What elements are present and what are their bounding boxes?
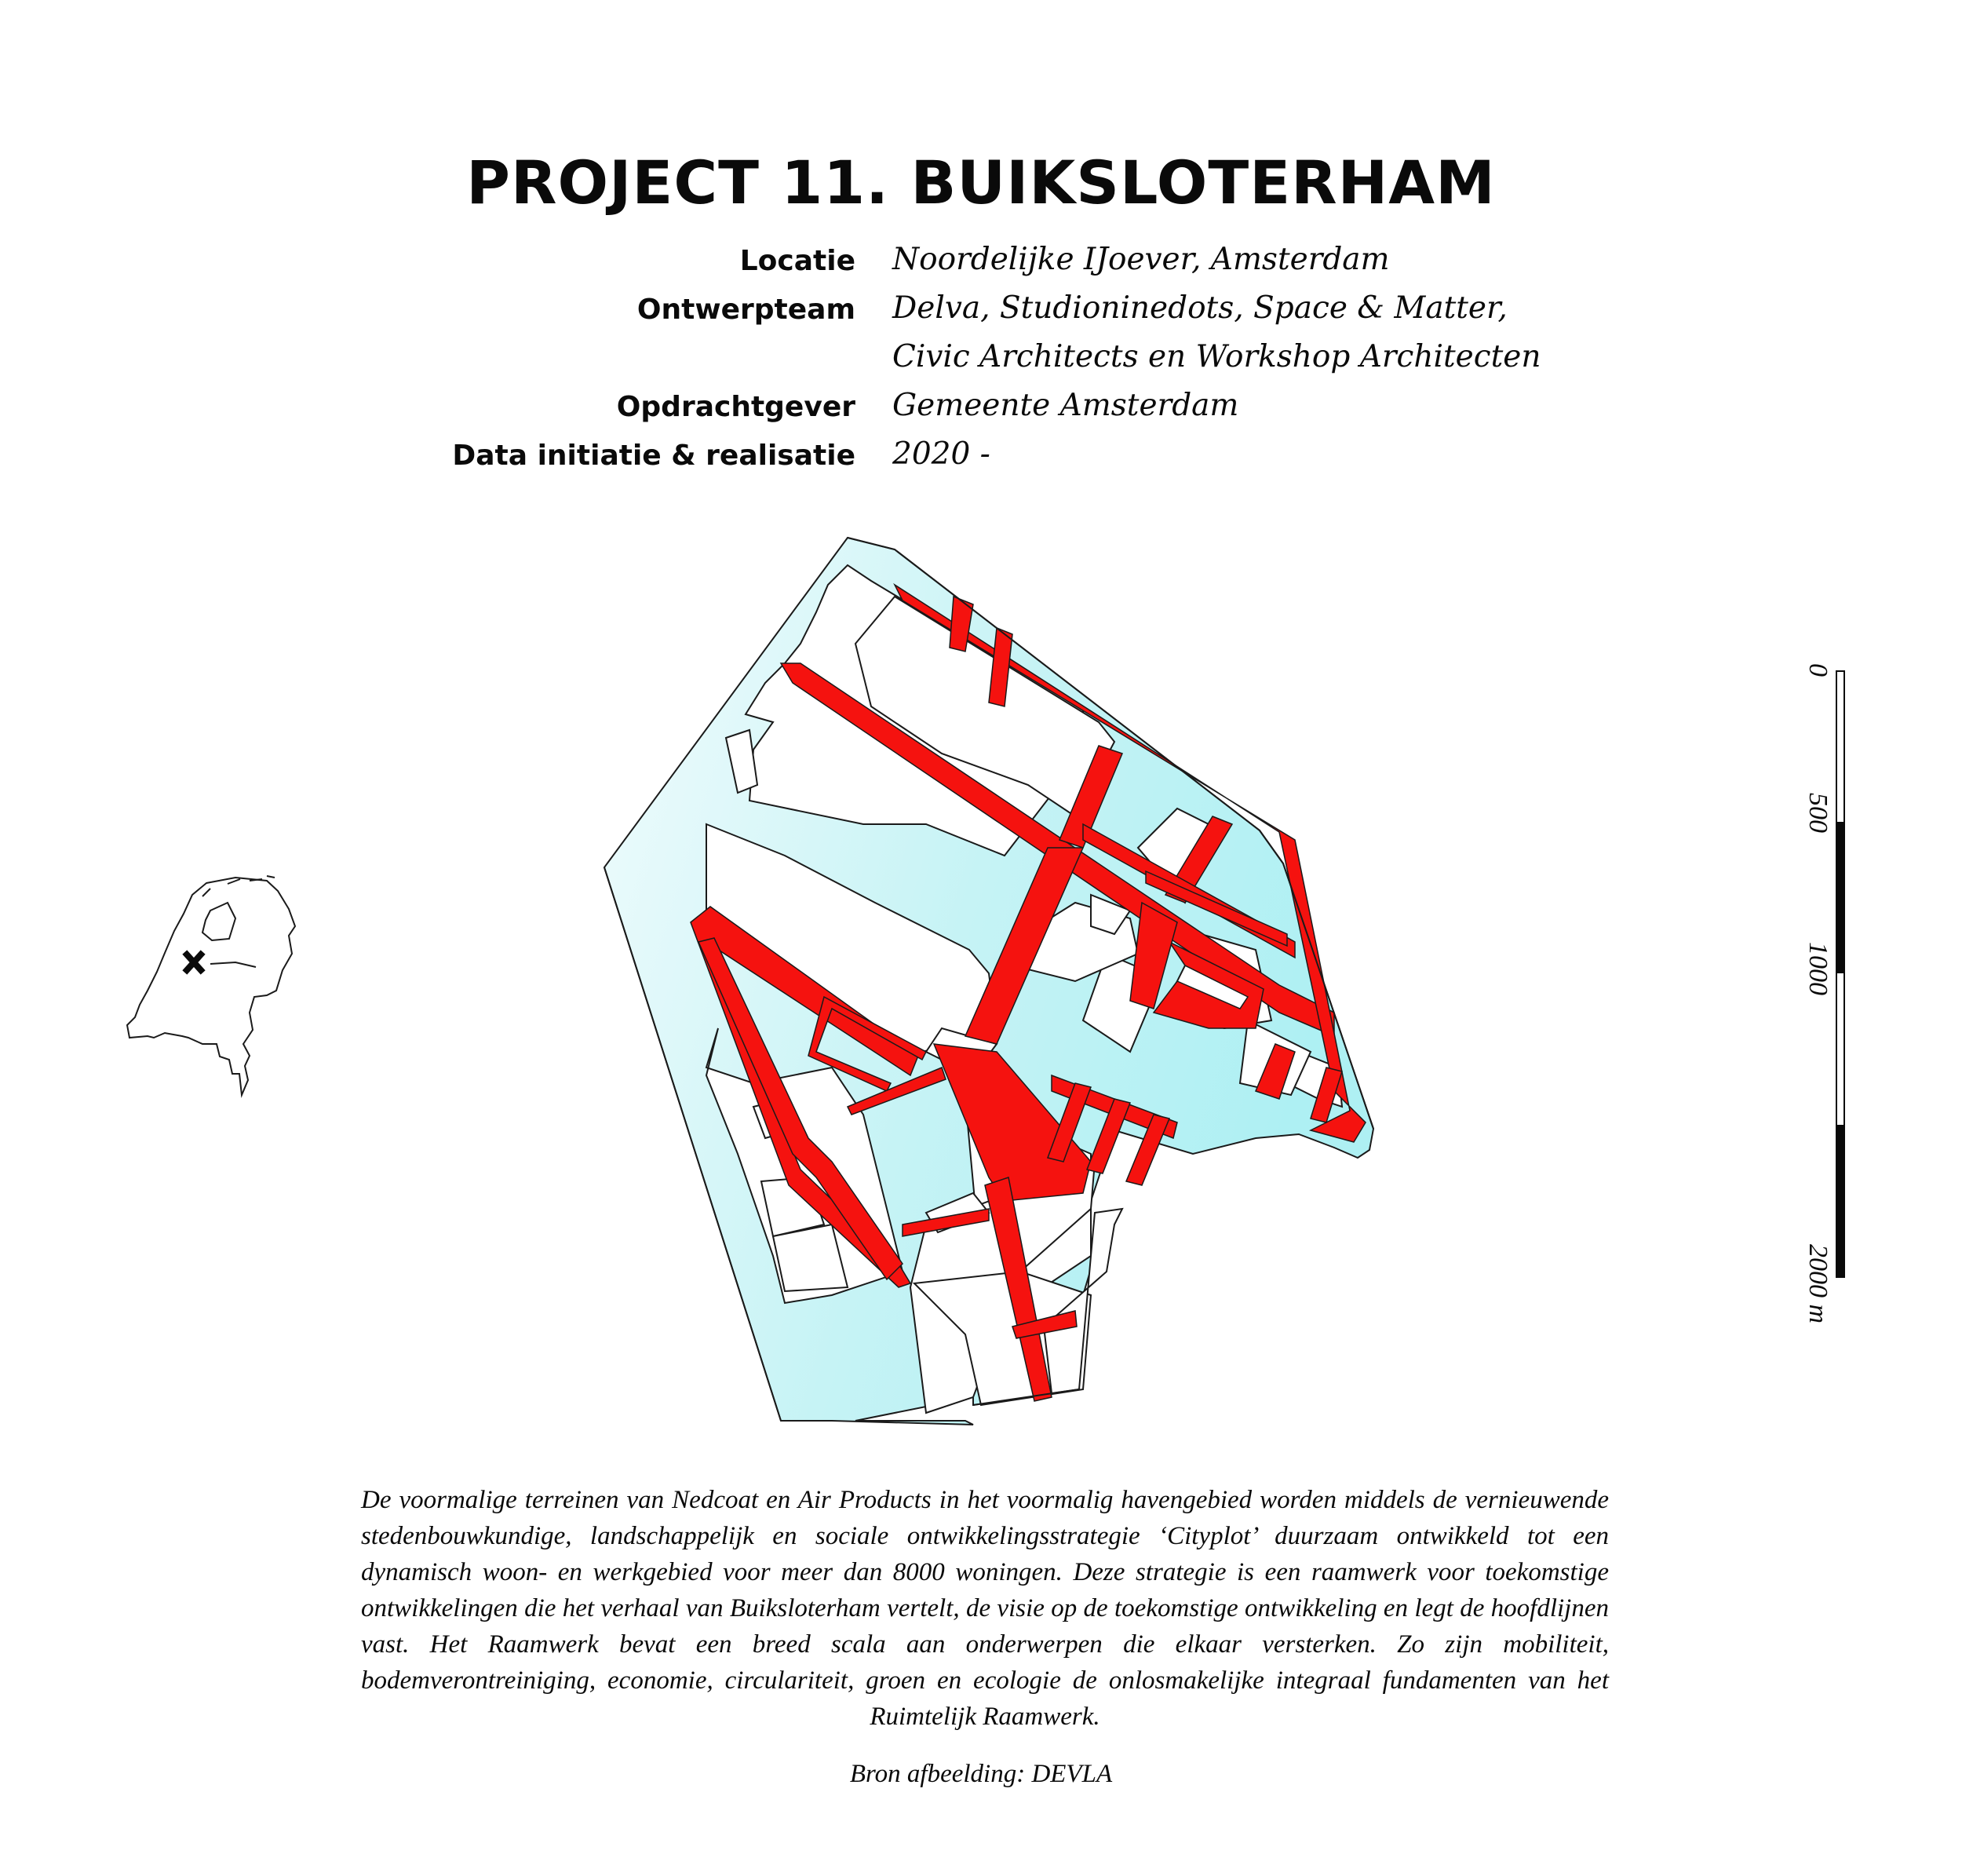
- project-description: De voormalige terreinen van Nedcoat en Air Products in het voormalig havengebied worden middels de vernieuwende stedenbouwkundige, landschappelijk en sociale ontwikkelingsstrategie ‘Cityplot’ duurzaam ontwikkeld tot een dynamisch woon- en werkgebied voor meer dan 8000 woningen. Deze strategie is een raamwerk voor toekomstige ontwikkelingen die het verhaal van Buiksloterham vertelt, de visie op de toekomstige ontwikkeling en legt de hoofdlijnen vast. Het Raamwerk bevat een breed scala aan onderwerpen die elkaar versterken. Zo zijn mobiliteit, bodemverontreiniging, economie, circulariteit, groen en ecologie de onlosmakelijke integraal fundamenten van het Ruimtelijk Raamwerk.: [361, 1486, 1609, 1731]
- image-source: Bron afbeelding: DEVLA: [849, 1760, 1113, 1788]
- x-marker-icon: [187, 954, 201, 970]
- scale-bar: [1836, 671, 1844, 1277]
- page-title: PROJECT 11. BUIKSLOTERHAM: [466, 148, 1496, 217]
- river-outline: [210, 962, 256, 967]
- scale-label-1000: 1000: [1803, 942, 1833, 995]
- meta-label: Data initiatie & realisatie: [452, 440, 855, 472]
- scale-label-500: 500: [1803, 793, 1833, 833]
- meta-value: 2020 -: [892, 436, 990, 472]
- scale-label-2000: 2000 m: [1803, 1244, 1833, 1324]
- meta-value: Noordelijke IJoever, Amsterdam: [892, 242, 1390, 277]
- meta-value: Civic Architects en Workshop Architecten: [892, 339, 1541, 374]
- ijsselmeer-outline: [202, 903, 235, 940]
- netherlands-locator-map: [127, 876, 295, 1095]
- scale-bar-segment: [1837, 1125, 1843, 1277]
- meta-label: Opdrachtgever: [616, 391, 855, 423]
- meta-label: Locatie: [739, 245, 855, 277]
- scale-bar-segment: [1837, 822, 1843, 973]
- buiksloterham-plan: [604, 538, 1373, 1425]
- wadden-islands: [202, 876, 275, 896]
- meta-value: Gemeente Amsterdam: [892, 388, 1239, 423]
- scale-label-0: 0: [1803, 663, 1833, 677]
- meta-label: Ontwerpteam: [636, 294, 855, 326]
- meta-value: Delva, Studioninedots, Space & Matter,: [892, 290, 1508, 326]
